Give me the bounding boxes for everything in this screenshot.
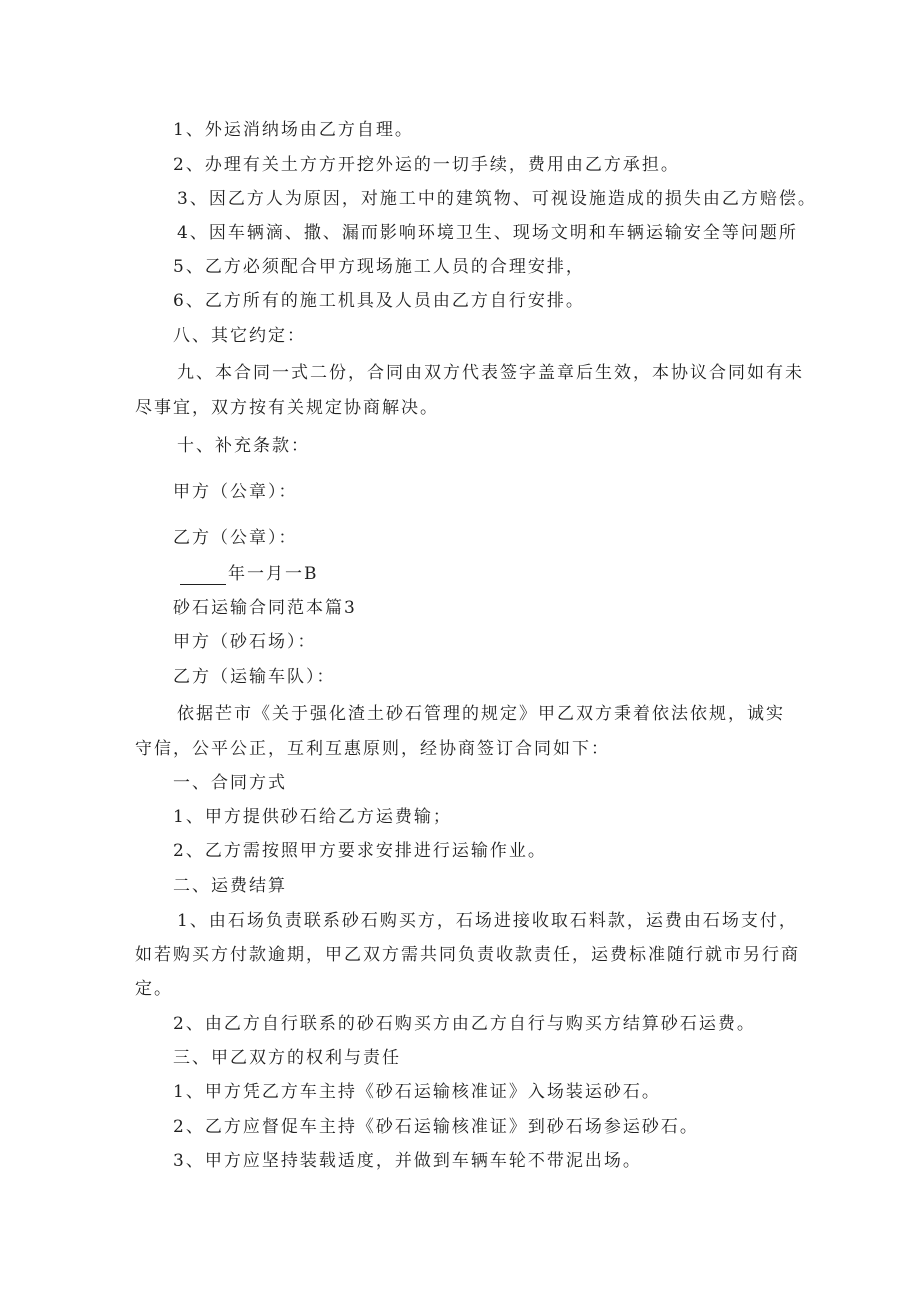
clause-line: 2、办理有关土方方开挖外运的一切手续，费用由乙方承担。 xyxy=(173,155,680,175)
party-a-label: 甲方（砂石场）： xyxy=(173,632,317,652)
clause-line: 1、外运消纳场由乙方自理。 xyxy=(173,120,414,140)
clause-line: 4、因车辆滴、撒、漏而影响环境卫生、现场文明和车辆运输安全等问题所 xyxy=(177,223,798,243)
section-title: 砂石运输合同范本篇3 xyxy=(173,598,357,618)
paragraph-line: 如若购买方付款逾期，甲乙双方需共同负责收款责任，运费标准随行就市另行商 xyxy=(135,945,800,965)
section-heading: 八、其它约定： xyxy=(173,326,306,346)
paragraph-line: 定。 xyxy=(135,979,173,999)
paragraph-line: 尽事宜，双方按有关规定协商解决。 xyxy=(135,398,439,418)
section-heading: 三、甲乙双方的权利与责任 xyxy=(173,1048,401,1068)
clause-line: 6、乙方所有的施工机具及人员由乙方自行安排。 xyxy=(173,291,585,311)
clause-line: 3、因乙方人为原因，对施工中的建筑物、可视设施造成的损失由乙方赔偿。 xyxy=(177,189,817,209)
party-b-label: 乙方（运输车队）： xyxy=(173,667,336,687)
section-heading: 一、合同方式 xyxy=(173,773,287,793)
section-heading: 二、运费结算 xyxy=(173,876,287,896)
clause-line: 2、乙方需按照甲方要求安排进行运输作业。 xyxy=(173,841,547,861)
paragraph-line: 九、本合同一式二份，合同由双方代表签字盖章后生效，本协议合同如有未 xyxy=(177,363,804,383)
date-line xyxy=(180,563,319,585)
party-b-seal-label: 乙方（公章）： xyxy=(173,528,298,548)
paragraph-line: 守信，公平公正，互利互惠原则，经协商签订合同如下： xyxy=(135,739,610,759)
paragraph-line: 依据芒市《关于强化渣土砂石管理的规定》甲乙双方秉着依法依规，诚实 xyxy=(177,704,785,724)
clause-line: 2、乙方应督促车主持《砂石运输核准证》到砂石场参运砂石。 xyxy=(173,1117,699,1137)
party-a-seal-label: 甲方（公章）： xyxy=(173,482,298,502)
section-heading: 十、补充条款： xyxy=(177,436,310,456)
paragraph-line: 1、由石场负责联系砂石购买方，石场进接收取石料款，运费由石场支付， xyxy=(177,911,798,931)
clause-line: 3、甲方应坚持装载适度，并做到车辆车轮不带泥出场。 xyxy=(173,1151,642,1171)
clause-line: 2、由乙方自行联系的砂石购买方由乙方自行与购买方结算砂石运费。 xyxy=(173,1014,756,1034)
date-text: 年一月一B xyxy=(228,564,319,584)
clause-line: 5、乙方必须配合甲方现场施工人员的合理安排， xyxy=(173,257,585,277)
date-blank xyxy=(180,567,226,585)
clause-line: 1、甲方凭乙方车主持《砂石运输核准证》入场装运砂石。 xyxy=(173,1082,661,1102)
clause-line: 1、甲方提供砂石给乙方运费输； xyxy=(173,807,452,827)
